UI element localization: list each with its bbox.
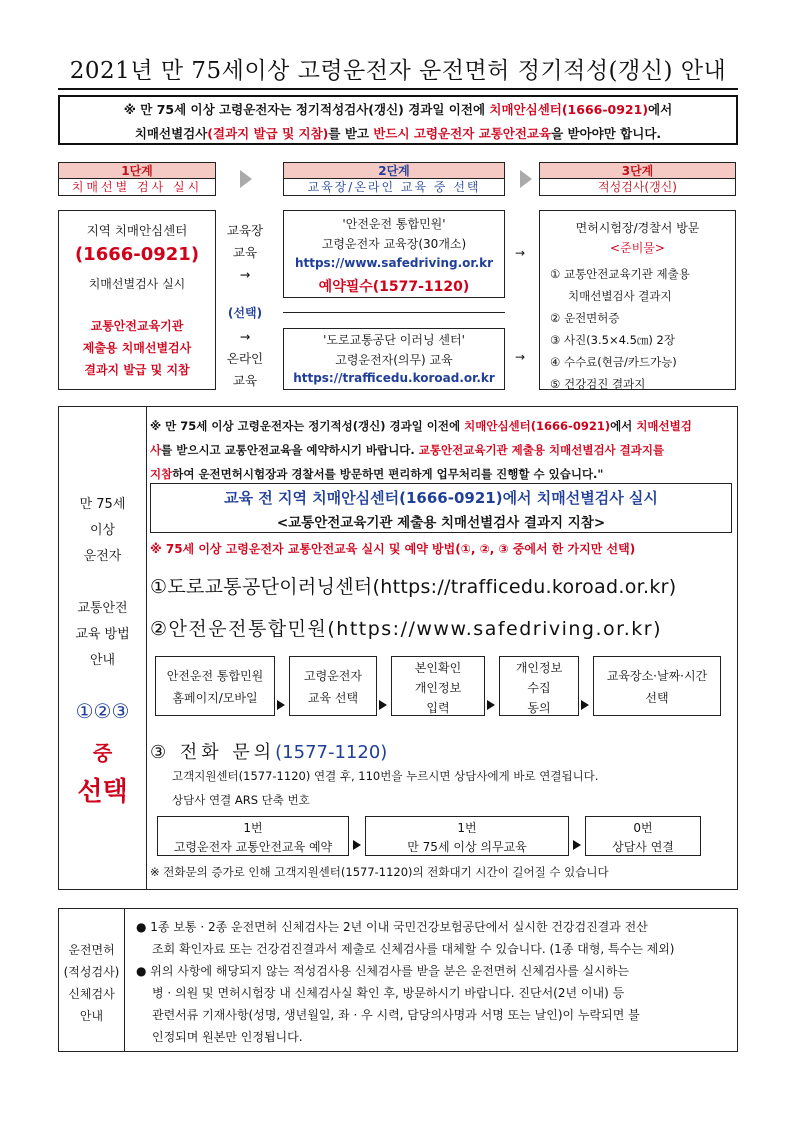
arrow-icon: →: [239, 267, 251, 282]
center-edu-label: [225, 220, 265, 286]
notice-text: 치매선별검사: [134, 126, 208, 141]
notice-center-phone: 치매안심센터(1666-0921): [489, 102, 649, 117]
dementia-test-highlight: [150, 483, 732, 533]
sidebar-line: 운전자: [83, 549, 122, 564]
exam-bullet-line: 조회 확인자료 또는 건강검진결과서 제출로 신체검사를 대체할 수 있습니다. (1종 대형, 특수는 제외): [152, 942, 675, 956]
step-2-head: 2단계: [284, 163, 504, 179]
ars-number: 1번: [243, 821, 263, 835]
intro-red-part: 치매안심센터(1666-0921): [464, 419, 611, 433]
step-1-sub: 치매선별 검사 실시: [71, 180, 203, 194]
step-3-title: 면허시험장/경찰서 방문: [575, 221, 700, 235]
flow-step-text: 고령운전자: [304, 669, 362, 683]
prep-item: ① 교통안전교육기관 제출용: [550, 267, 690, 281]
notice-text: 에서: [648, 102, 673, 117]
flow-arrow-icon: [487, 700, 495, 710]
flow-arrow-icon: [573, 840, 581, 850]
ars-option-1: [157, 816, 349, 856]
ars-number: 1번: [457, 821, 477, 835]
option-online-title: '도로교통공단 이러닝 센터': [323, 333, 465, 347]
prep-item: ⑤ 건강검진 결과지: [550, 377, 646, 391]
step-arrow-icon: [240, 170, 252, 188]
arrow-icon: →: [515, 350, 526, 364]
exam-bullet-line: ● 위의 사항에 해당되지 않는 적성검사용 신체검사를 받을 분은 운전면허 신체검사를 실시하는: [136, 964, 629, 978]
flow-step-text: 개인정보: [515, 661, 563, 675]
option-center-sub: 고령운전자 교육장(30개소): [321, 237, 467, 251]
flow-step-text: 수집: [527, 681, 551, 695]
method-2-safedriving[interactable]: ②안전운전통합민원(https://www.safedriving.or.kr): [150, 618, 662, 640]
method-3-title: [150, 738, 387, 764]
center-edu-label-1: 교육장: [226, 223, 264, 238]
ars-label: 만 75세 이상 의무교육: [407, 840, 527, 854]
method-3-label: ③ 전화 문의: [150, 742, 276, 763]
intro-text-part: 하여 운전면허시험장과 경찰서를 방문하면 편리하게 업무처리를 진행할 수 있습니다.": [172, 467, 604, 481]
intro-text-part: 를 받으시고 교통안전교육을 예약하시기 바랍니다.: [161, 443, 419, 457]
flow-arrow-icon: [379, 700, 387, 710]
option-online-box: [283, 328, 505, 390]
ars-label: 상담사 연결: [612, 840, 674, 854]
prep-item: 치매선별검사 결과지: [568, 289, 672, 303]
sidebar-line: 운전면허: [68, 943, 115, 957]
prep-item: ③ 사진(3.5×4.5㎝) 2장: [550, 333, 675, 347]
step-1-box: [58, 210, 216, 390]
center-edu-label-2: 교육: [232, 245, 258, 260]
flow-arrow-icon: [277, 700, 285, 710]
option-divider: [283, 312, 505, 313]
online-edu-label-2: 교육: [232, 373, 258, 388]
notice-text: 을 받아야만 합니다.: [551, 126, 662, 141]
intro-text-part: ※ 만 75세 이상 고령운전자는 정기적성(갱신) 경과일 이전에: [150, 419, 465, 433]
sidebar-choose: 선택: [77, 777, 128, 807]
safedriving-link[interactable]: https://www.safedriving.or.kr: [294, 256, 494, 270]
notice-red-text: 반드시 고령운전자 교통안전교육: [373, 126, 552, 141]
exam-bullet-line: 병 · 의원 및 면허시험장 내 신체검사실 확인 후, 방문하시기 바랍니다. 진단서(2년 이내) 등: [152, 986, 625, 1000]
step-3-sub: 적성검사(갱신): [598, 180, 677, 194]
step-3-head: 3단계: [540, 163, 735, 179]
step-3: [539, 162, 736, 196]
option-center-box: [283, 210, 505, 298]
sidebar-line: 만 75세: [79, 497, 126, 512]
flow-step-text: 교육장소·날짜·시간: [606, 669, 708, 683]
online-edu-label: [225, 326, 265, 392]
intro-red-part: 교통안전교육기관 제출용 치매선별검사 결과지를: [418, 443, 665, 457]
booking-phone: 예약필수(1577-1120): [318, 279, 470, 295]
step-1-phone: (1666-0921): [74, 244, 200, 265]
sidebar-line: 이상: [89, 523, 116, 538]
sidebar-line: 신체검사: [68, 987, 115, 1001]
notice-text: ※ 만 75세 이상 고령운전자는 정기적성검사(갱신) 경과일 이전에: [123, 102, 490, 117]
sidebar-line: 안내: [89, 653, 116, 668]
step-2-sub: 교육장/온라인 교육 중 선택: [307, 180, 481, 194]
flow-step-4: [499, 656, 579, 716]
intro-red-part: 사: [150, 443, 162, 457]
notice-text: 를 받고: [328, 126, 374, 141]
page-title: 2021년 만 75세이상 고령운전자 운전면허 정기적성(갱신) 안내: [58, 52, 738, 90]
flow-step-text: 본인확인: [414, 661, 462, 675]
intro-text: [150, 414, 734, 486]
prep-item: ② 운전면허증: [550, 311, 620, 325]
option-online-sub: 고령운전자(의무) 교육: [335, 353, 453, 367]
method-3-phone[interactable]: (1577-1120): [275, 742, 388, 763]
highlight-line-1: 교육 전 지역 치매안심센터(1666-0921)에서 치매선별검사 실시: [224, 489, 658, 507]
exam-bullet-line: ● 1종 보통 · 2종 운전면허 신체검사는 2년 이내 국민건강보험공단에서 실시한 건강검진결과 전산: [136, 920, 648, 934]
select-label: (선택): [227, 306, 263, 320]
prep-list: [550, 263, 690, 395]
method-note: ※ 75세 이상 고령운전자 교통안전교육 실시 및 예약 방법(①, ②, ③ 중에서 한 가지만 선택): [150, 542, 636, 556]
step-3-box: [539, 210, 736, 390]
notice-banner: [58, 95, 738, 145]
trafficedu-link[interactable]: https://trafficedu.koroad.or.kr: [293, 371, 495, 385]
option-center-title: '안전운전 통합민원': [342, 217, 446, 231]
flow-step-text: 홈페이지/모바일: [172, 691, 258, 705]
exam-bullet-line: 인정되며 원본만 인정됩니다.: [152, 1030, 303, 1044]
online-edu-label-1: 온라인: [226, 351, 264, 366]
step-1-head: 1단계: [59, 163, 215, 179]
notice-red-text: (결과지 발급 및 지참): [207, 126, 329, 141]
flow-step-2: [289, 656, 377, 716]
ars-number: 0번: [633, 821, 653, 835]
intro-text-part: 에서: [610, 419, 637, 433]
step-1-red-text: 제출용 치매선별검사: [82, 341, 192, 355]
physical-exam-sidebar: [59, 909, 125, 1051]
flow-arrow-icon: [581, 700, 589, 710]
sidebar-line: (적성검사): [63, 965, 120, 979]
flow-step-text: 안전운전 통합민원: [166, 669, 264, 683]
step-2: [283, 162, 505, 196]
exam-bullet-line: 관련서류 기재사항(성명, 생년월일, 좌 · 우 시력, 담당의사명과 서명 또는 날인)이 누락되면 불: [152, 1008, 640, 1022]
flow-arrow-icon: [353, 840, 361, 850]
notice-line-2: [60, 122, 736, 146]
intro-red-part: 지참: [150, 467, 173, 481]
ars-option-2: [365, 816, 569, 856]
step-1-center: 지역 치매안심센터: [86, 223, 188, 238]
flow-step-text: 개인정보: [414, 681, 462, 695]
sidebar-mid: 중: [92, 741, 113, 765]
intro-red-part: 치매선별검: [636, 419, 692, 433]
flow-step-1: [155, 656, 275, 716]
notice-line-1: [60, 98, 736, 122]
highlight-line-2: <교통안전교육기관 제출용 치매선별검사 결과지 지참>: [276, 515, 606, 531]
method-3-desc-1: 고객지원센터(1577-1120) 연결 후, 110번을 누르시면 상담사에게 바로 연결됩니다.: [172, 769, 599, 783]
flow-step-3: [391, 656, 485, 716]
step-1-red-text: 결과지 발급 및 지참: [84, 363, 190, 377]
step-1-red-text: 교통안전교육기관: [90, 319, 184, 333]
step-arrow-icon: [520, 170, 532, 188]
education-method-sidebar: [59, 407, 147, 889]
sidebar-line: 교육 방법: [75, 627, 130, 642]
step-1-test: 치매선별검사 실시: [88, 277, 186, 291]
prep-item: ④ 수수료(현금/카드가능): [550, 355, 677, 369]
flow-step-5: [593, 656, 721, 716]
flow-step-text: 교육 선택: [307, 691, 359, 705]
step-1: [58, 162, 216, 196]
arrow-icon: →: [239, 329, 251, 344]
flow-step-text: 동의: [527, 701, 551, 715]
sidebar-line: 교통안전: [77, 601, 128, 616]
method-1-trafficedu[interactable]: ①도로교통공단이러닝센터(https://trafficedu.koroad.or.kr): [150, 576, 677, 598]
sidebar-circles: ①②③: [75, 699, 130, 723]
step-3-prep: <준비물>: [610, 241, 665, 255]
ars-option-3: [585, 816, 701, 856]
ars-label: 고령운전자 교통안전교육 예약: [173, 840, 333, 854]
arrow-icon: →: [515, 246, 526, 260]
phone-note: ※ 전화문의 증가로 인해 고객지원센터(1577-1120)의 전화대기 시간이 길어질 수 있습니다: [150, 865, 609, 879]
method-3-desc-2: 상담사 연결 ARS 단축 번호: [172, 793, 310, 807]
flow-step-text: 선택: [645, 691, 669, 705]
flow-step-text: 입력: [426, 701, 450, 715]
sidebar-line: 안내: [79, 1009, 104, 1023]
